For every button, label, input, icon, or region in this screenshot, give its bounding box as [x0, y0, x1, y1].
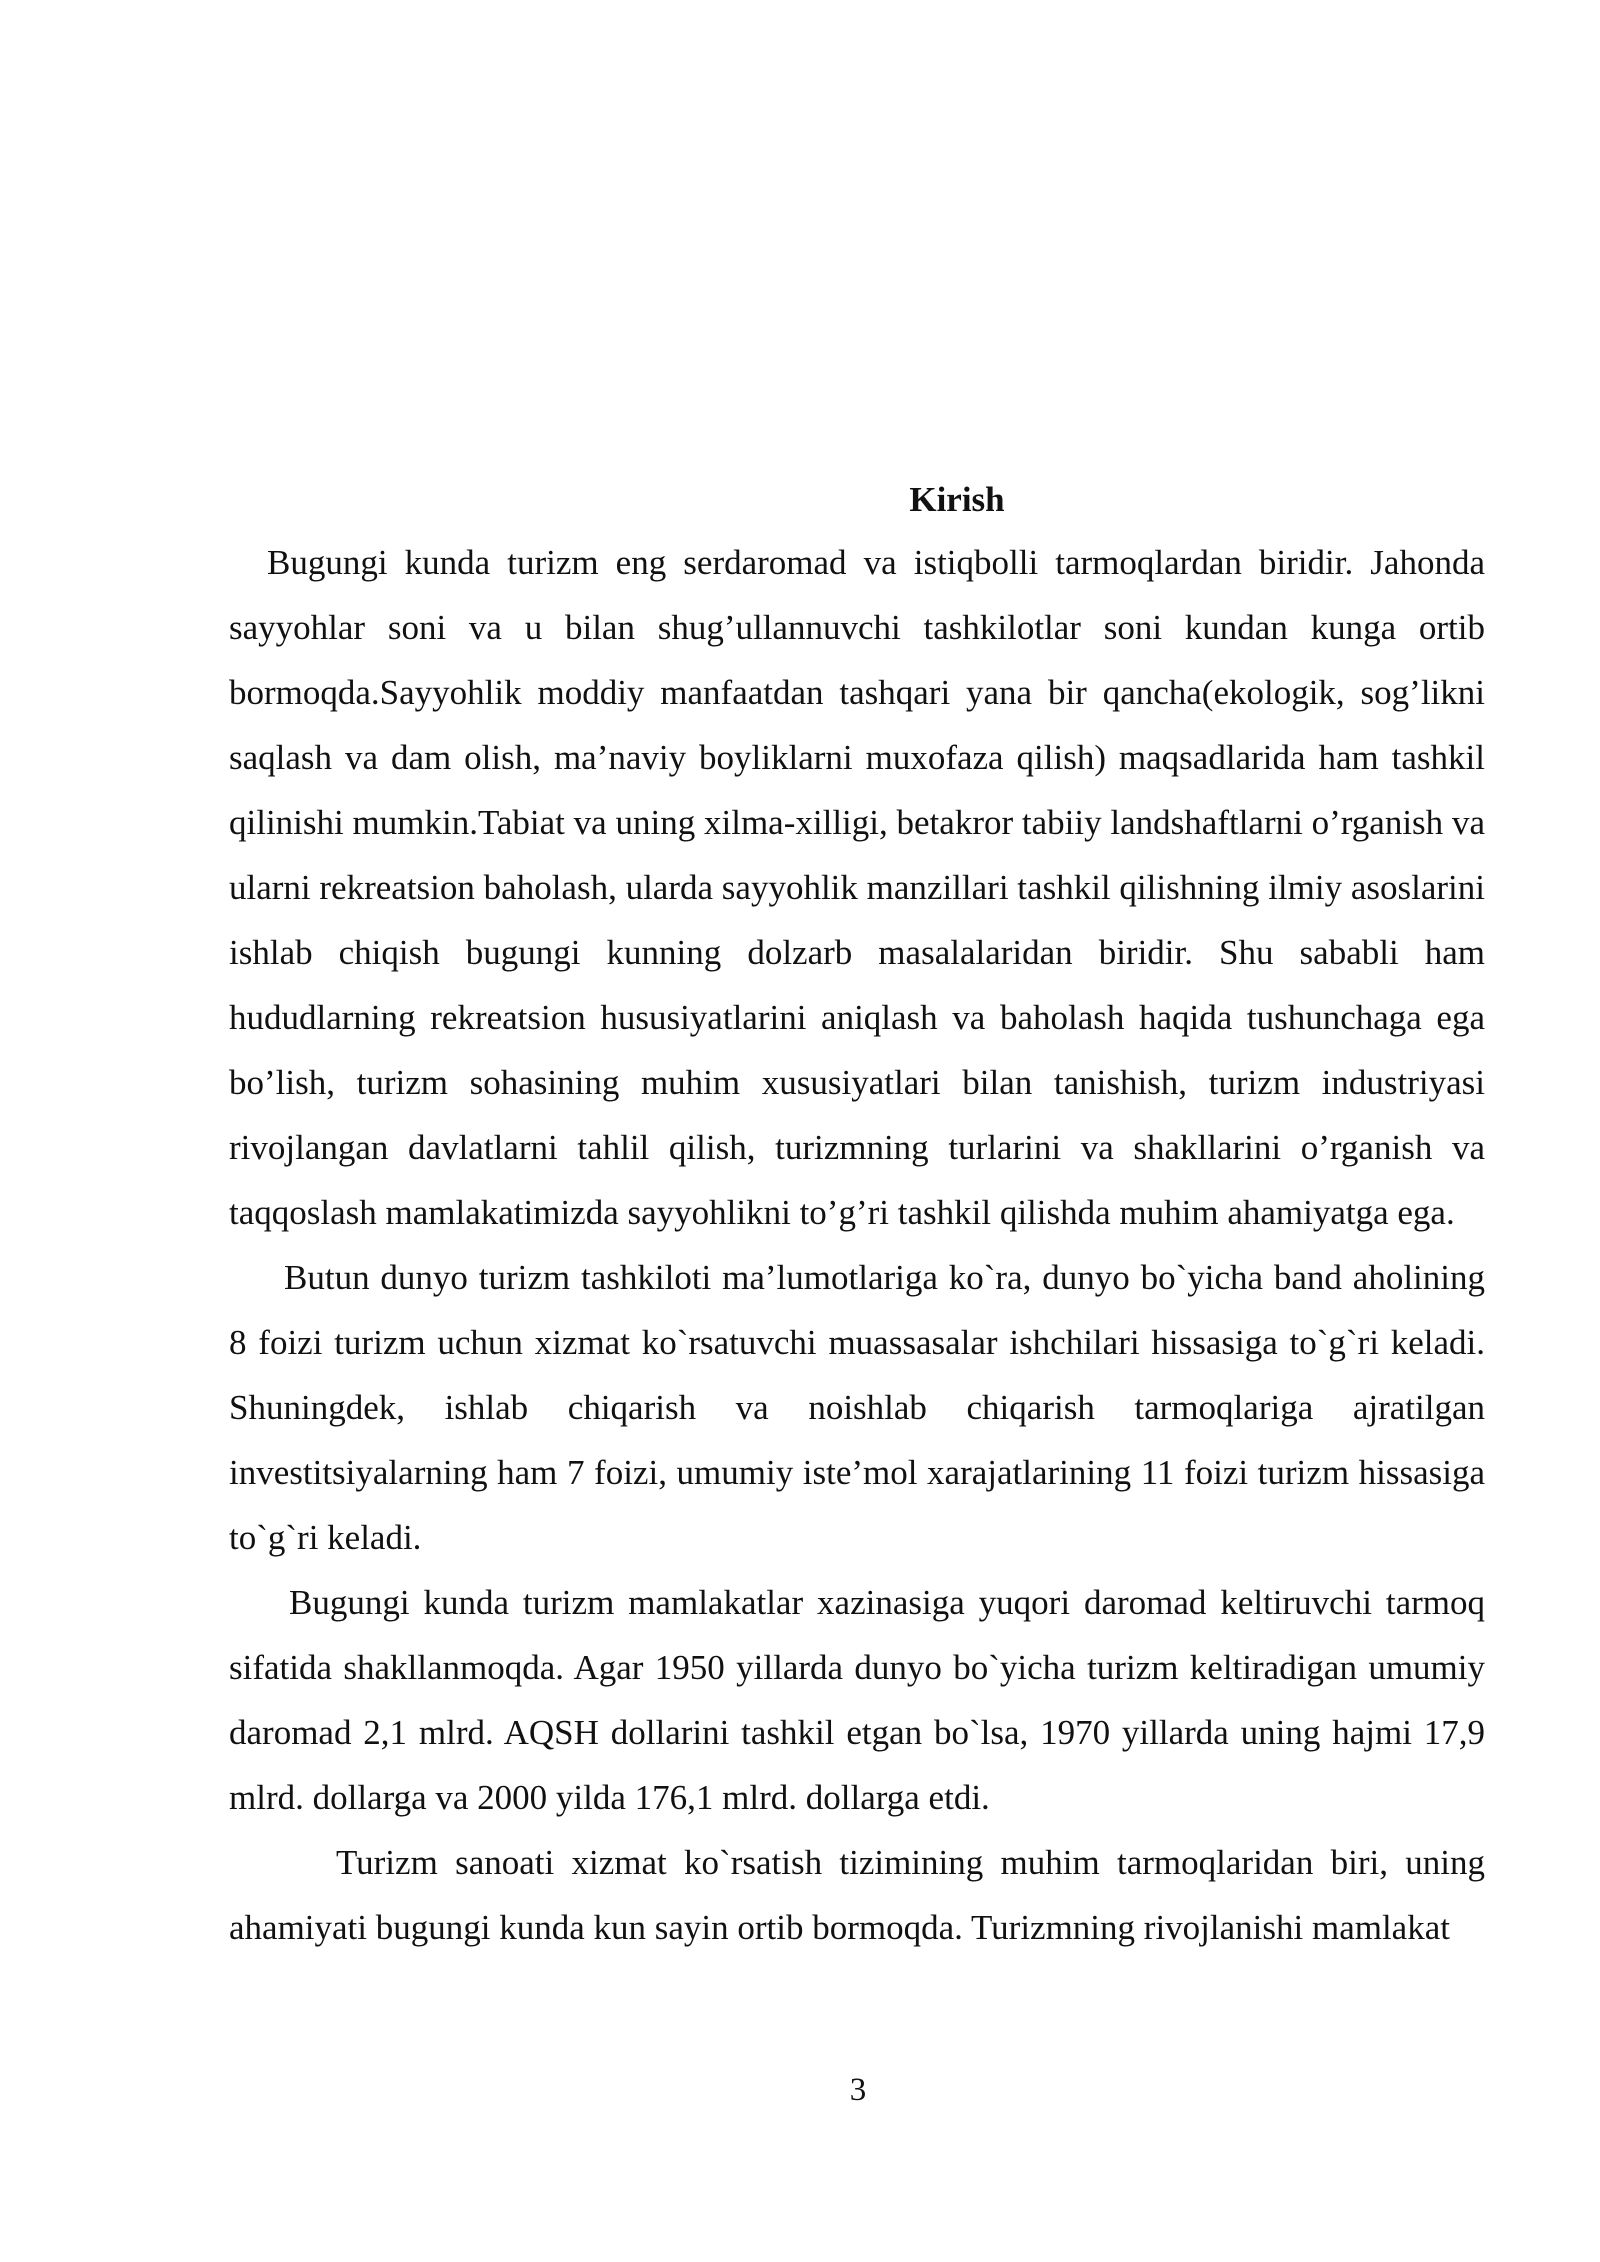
paragraph-tourism-revenue: Bugungi kunda turizm mamlakatlar xazinasiga yuqori daromad keltiruvchi tarmoq sifatida shakllanmoqda. Agar 1950 yillarda dunyo bo`yicha turizm keltiradigan umumiy daromad 2,1 mlrd. AQSH dollarini tashkil etgan bo`lsa, 1970 yillarda uning hajmi 17,9 mlrd. dollarga va 2000 yilda 176,1 mlrd. dollarga etdi. [229, 1583, 1485, 1817]
page-number: 3 [849, 2072, 867, 2108]
page-content [229, 470, 1485, 1960]
paragraph-tourism-industry: Turizm sanoati xizmat ko`rsatish tizimining muhim tarmoqlaridan biri, uning ahamiyati bugungi kunda kun sayin ortib bormoqda. Turizmning rivojlanishi mamlakat [229, 1843, 1485, 1947]
paragraph-introduction: Bugungi kunda turizm eng serdaromad va istiqbolli tarmoqlardan biridir. Jahonda sayyohlar soni va u bilan shug’ullannuvchi tashkilotlar soni kundan kunga ortib bormoqda.Sayyohlik moddiy manfaatdan tashqari yana bir qancha(ekologik, sog’likni saqlash va dam olish, ma’naviy boyliklarni muxofaza qilish) maqsadlarida ham tashkil qilinishi mumkin.Tabiat va uning xilma-xilligi, betakror tabiiy landshaftlarni o’rganish va ularni rekreatsion baholash, ularda sayyohlik manzillari tashkil qilishning ilmiy asoslarini ishlab chiqish bugungi kunning dolzarb masalalaridan biridir. Shu sababli ham hududlarning rekreatsion hususiyatlarini aniqlash va baholash haqida tushunchaga ega bo’lish, turizm sohasining muhim xususiyatlari bilan tanishish, turizm industriyasi rivojlangan davlatlarni tahlil qilish, turizmning turlarini va shakllarini o’rganish va taqqoslash mamlakatimizda sayyohlikni to’g’ri tashkil qilishda muhim ahamiyatga ega. [229, 543, 1485, 1232]
page-title: Kirish [909, 480, 1005, 519]
paragraph-world-tourism-organization: Butun dunyo turizm tashkiloti ma’lumotlariga ko`ra, dunyo bo`yicha band aholining 8 foizi turizm uchun xizmat ko`rsatuvchi muassasalar ishchilari hissasiga to`g`ri keladi. Shuningdek, ishlab chiqarish va noishlab chiqarish tarmoqlariga ajratilgan investitsiyalarning ham 7 foizi, umumiy iste’mol xarajatlarining 11 foizi turizm hissasiga to`g`ri keladi. [229, 1258, 1485, 1557]
